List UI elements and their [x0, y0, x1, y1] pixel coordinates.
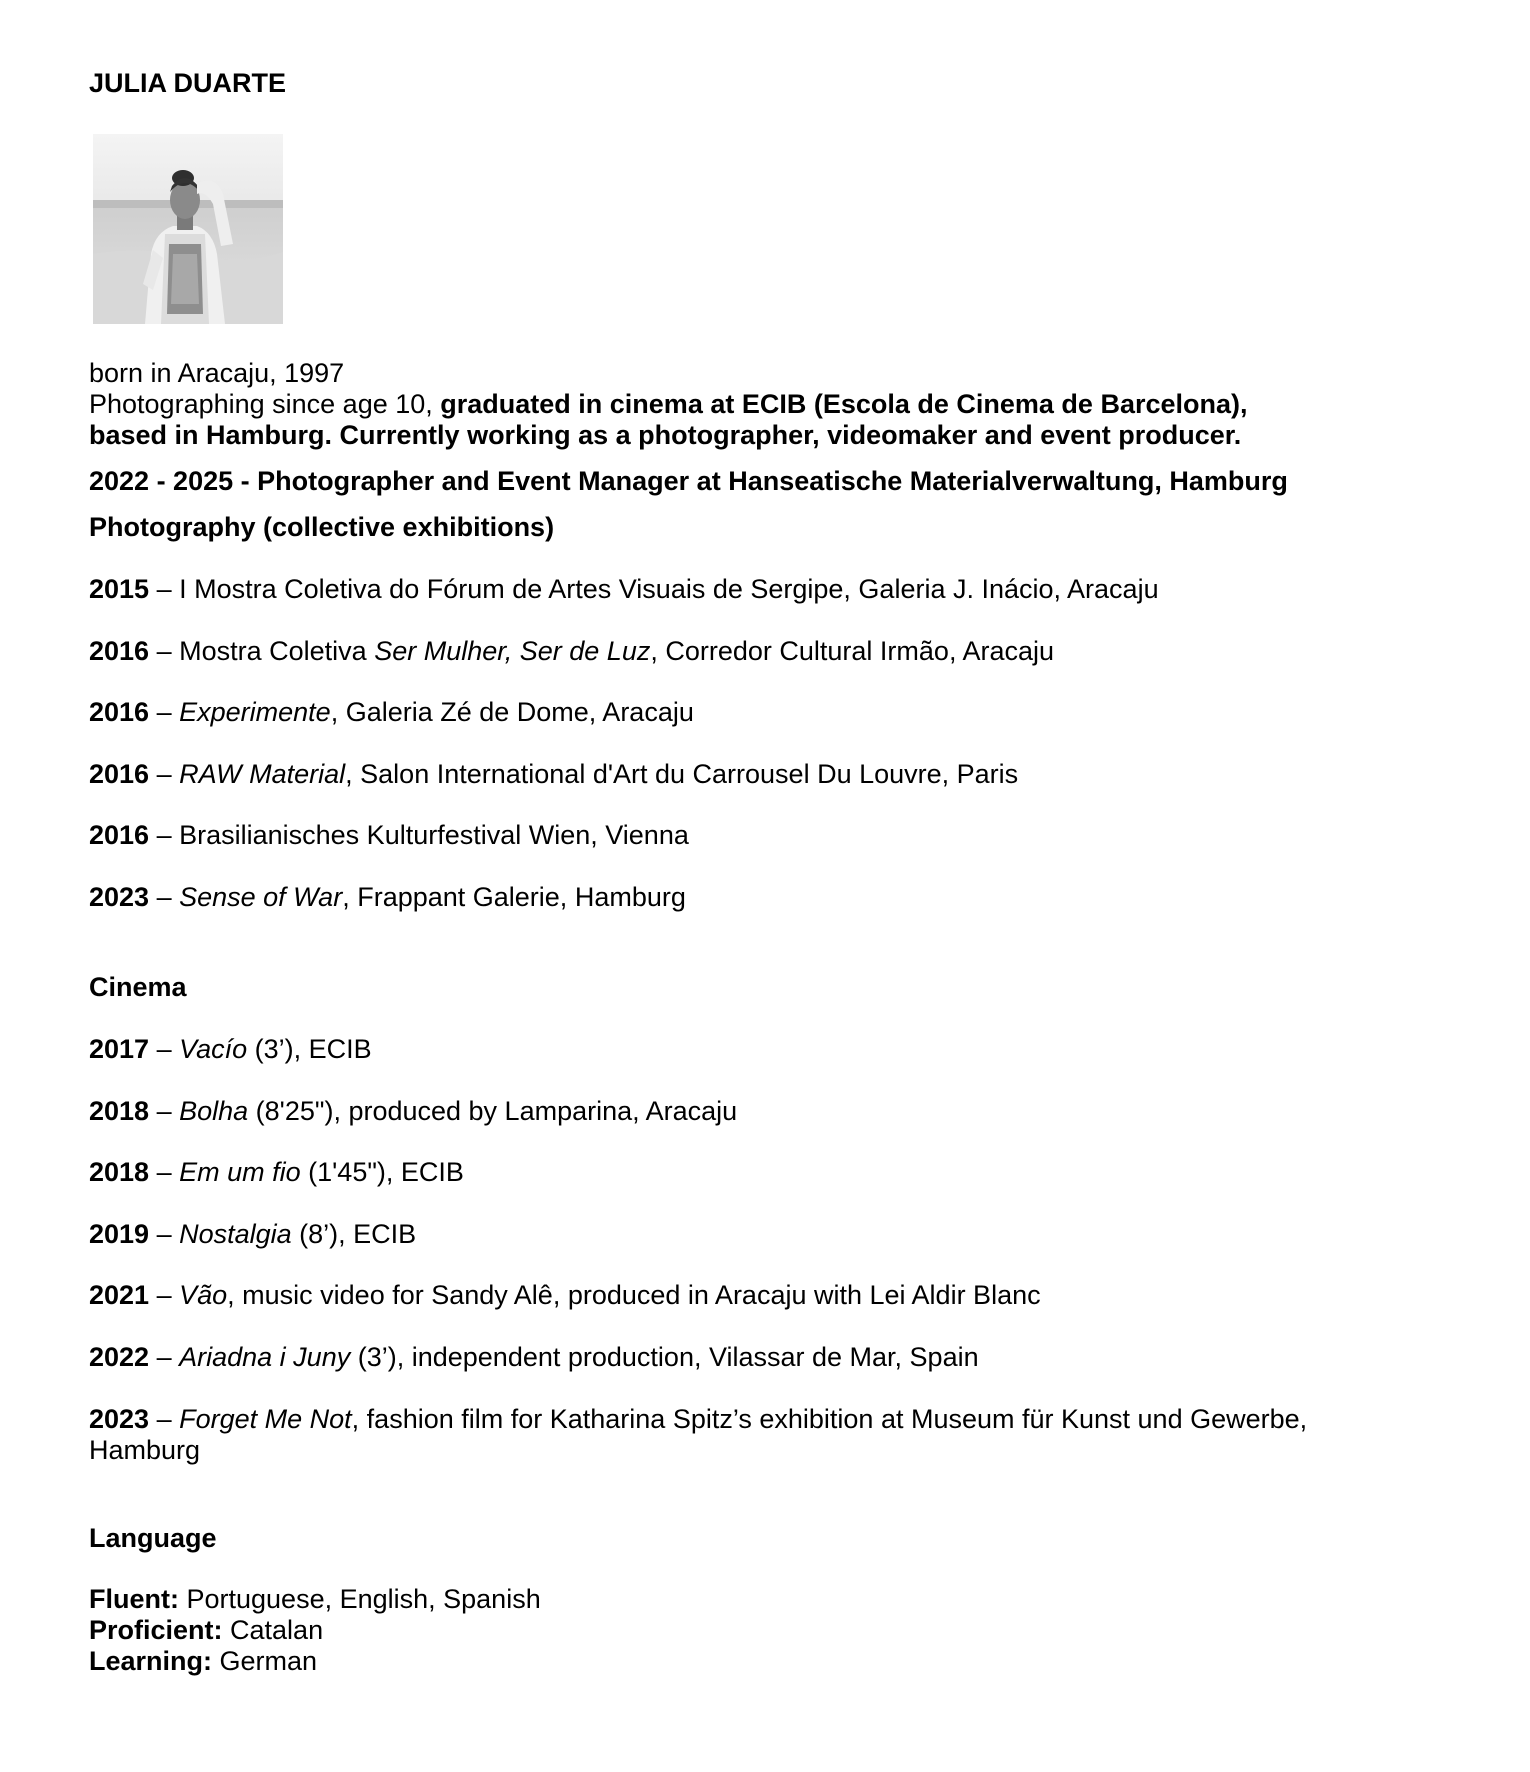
language-names: Portuguese, English, Spanish [178, 1584, 541, 1614]
entry-text: Brasilianisches Kulturfestival Wien, Vienna [179, 820, 689, 851]
entry-details: (8’), ECIB [291, 1218, 417, 1249]
entry-title: Ariadna i Juny [179, 1342, 351, 1372]
entry-details: , Galeria Zé de Dome, Aracaju [330, 697, 694, 728]
list-item [89, 697, 694, 728]
entry-separator: – [149, 820, 180, 851]
profile-photo [93, 134, 283, 324]
entry-separator: – [149, 1095, 180, 1126]
entry-separator: – [149, 1157, 180, 1188]
entry-separator: – [149, 697, 180, 728]
entry-year: 2019 [89, 1218, 150, 1249]
list-item [89, 1280, 1041, 1311]
entry-separator: – [149, 882, 180, 912]
bio-line-2 [89, 420, 1248, 451]
entry-title: Em um fio [179, 1157, 301, 1188]
entry-year: 2018 [89, 1157, 150, 1188]
entry-details: (3’), independent production, Vilassar de Mar, Spain [350, 1342, 979, 1372]
language-level: Proficient: [89, 1615, 223, 1645]
entry-year: 2023 [89, 1403, 150, 1434]
entry-details: , fashion film for Katharina Spitz’s exhibition at Museum für Kunst und Gewerbe, [351, 1403, 1308, 1434]
cinema-heading: Cinema [89, 972, 187, 1002]
list-item [89, 1096, 737, 1127]
entry-separator: – [149, 758, 180, 789]
entry-title: Nostalgia [179, 1218, 292, 1249]
entry-separator: – [149, 1034, 180, 1064]
list-item [89, 882, 686, 913]
entry-details: , Frappant Galerie, Hamburg [342, 882, 686, 912]
list-item [89, 1219, 416, 1250]
entry-details: (3’), ECIB [247, 1034, 372, 1064]
language-item [89, 1646, 541, 1677]
entry-year: 2016 [89, 820, 150, 851]
language-names: German [212, 1646, 318, 1676]
job-line: 2022 - 2025 - Photographer and Event Manager at Hanseatische Materialverwaltung, Hamburg [89, 466, 1288, 496]
bio-intro: Photographing since age 10, [89, 389, 441, 419]
entry-year: 2021 [89, 1280, 150, 1311]
list-item [89, 574, 1159, 605]
birth-info: born in Aracaju, 1997 [89, 358, 345, 388]
entry-separator: – [149, 635, 180, 666]
list-item [89, 1157, 464, 1188]
entry-separator: – [149, 1342, 180, 1372]
entry-separator: – [149, 1403, 180, 1434]
language-names: Catalan [222, 1615, 324, 1645]
entry-text: Mostra Coletiva [179, 635, 375, 666]
language-level: Learning: [89, 1646, 213, 1676]
entry-separator: – [149, 1218, 180, 1249]
list-item [89, 1342, 979, 1373]
entry-title: Bolha [179, 1095, 249, 1126]
portrait-image [93, 134, 283, 324]
language-item [89, 1584, 541, 1615]
entry-year: 2017 [89, 1034, 150, 1064]
list-item [89, 820, 689, 851]
entry-year: 2023 [89, 882, 150, 912]
entry-details: (8'25"), produced by Lamparina, Aracaju [248, 1095, 738, 1126]
entry-year: 2022 [89, 1342, 150, 1372]
language-heading: Language [89, 1523, 217, 1553]
language-item [89, 1615, 541, 1646]
entry-title: Vacío [179, 1034, 248, 1064]
list-item [89, 1034, 372, 1065]
entry-year: 2016 [89, 697, 150, 728]
entry-year: 2015 [89, 574, 150, 604]
entry-year: 2018 [89, 1095, 150, 1126]
entry-title: Vão [179, 1280, 228, 1311]
list-item [89, 636, 1054, 667]
photography-heading: Photography (collective exhibitions) [89, 512, 555, 542]
entry-continuation: Hamburg [89, 1434, 201, 1465]
list-item [89, 1404, 1307, 1466]
bio-current: based in Hamburg. Currently working as a photographer, videomaker and event producer. [89, 420, 1242, 450]
entry-separator: – [149, 574, 180, 604]
entry-text: I Mostra Coletiva do Fórum de Artes Visuais de Sergipe, Galeria J. Inácio, Aracaju [179, 574, 1159, 604]
bio-education: graduated in cinema at ECIB (Escola de Cinema de Barcelona), [440, 389, 1248, 419]
entry-year: 2016 [89, 758, 150, 789]
entry-details: (1'45"), ECIB [300, 1157, 464, 1188]
list-item [89, 759, 1018, 790]
entry-details: , music video for Sandy Alê, produced in Aracaju with Lei Aldir Blanc [227, 1280, 1041, 1311]
entry-title: Forget Me Not [179, 1403, 352, 1434]
language-list [89, 1584, 541, 1677]
entry-details: , Salon International d'Art du Carrousel Du Louvre, Paris [345, 758, 1019, 789]
entry-year: 2016 [89, 635, 150, 666]
entry-details: , Corredor Cultural Irmão, Aracaju [650, 635, 1054, 666]
bio-line-1 [89, 389, 1248, 420]
language-level: Fluent: [89, 1584, 179, 1614]
entry-separator: – [149, 1280, 180, 1311]
bio [89, 358, 1248, 451]
entry-title: Experimente [179, 697, 331, 728]
entry-title: Ser Mulher, Ser de Luz [374, 635, 651, 666]
entry-title: Sense of War [179, 882, 343, 912]
entry-title: RAW Material [179, 758, 346, 789]
page-title: JULIA DUARTE [89, 68, 287, 98]
